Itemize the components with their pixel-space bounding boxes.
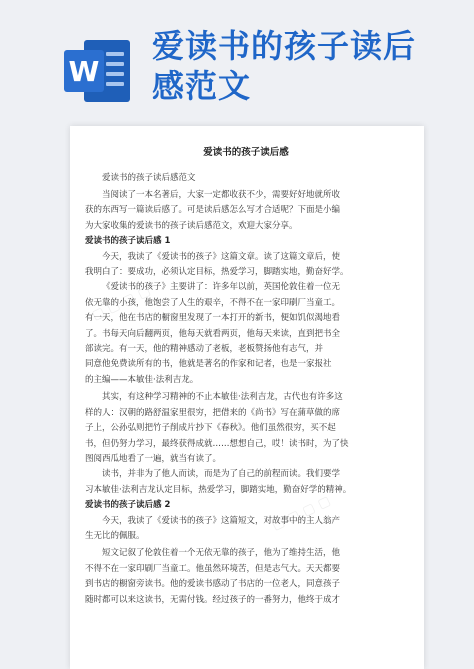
- document-page: [70, 126, 424, 669]
- text-line: 《爱读书的孩子》主要讲了：许多年以前，英国伦敦住着一位无: [102, 282, 341, 293]
- document-title: 爱读书的孩子读后感: [203, 147, 289, 158]
- document-subtitle: 爱读书的孩子读后感范文: [102, 173, 196, 183]
- watermark: ▢ ▢ ▢ ▢: [269, 493, 333, 534]
- text-line: 有一天，他在书店的橱窗里发现了一本打开的新书，便如饥似渴地看: [85, 313, 341, 324]
- text-line: 读书，并非为了他人而读，而是为了自己的前程而读。我们要学: [102, 469, 341, 480]
- text-line: 习本敏佳·法利吉龙认定目标，热爱学习，脚踏实地，勤奋好学的精神。: [85, 484, 352, 495]
- text-line: 我明白了：要成功，必须认定目标，热爱学习，脚踏实地，勤奋好学。: [85, 267, 349, 278]
- text-line: 子上，公孙弘则把竹子削成片抄下《春秋》。他们虽然很穷，买不起: [85, 423, 336, 434]
- text-line: 随时都可以来这读书，无需付钱。经过孩子的一番努力，他终于成才: [85, 594, 341, 605]
- document-content: [85, 146, 407, 608]
- paragraph: [85, 390, 407, 467]
- text-line: 的主编——本敏佳·法利吉龙。: [85, 374, 199, 385]
- text-line: 依无靠的小孩，他饱尝了人生的艰辛，不得不在一家印刷厂当童工。: [85, 297, 341, 308]
- page-header: [0, 0, 474, 118]
- paragraph-intro: [85, 188, 407, 234]
- text-line: 生无比的佩服。: [85, 530, 145, 541]
- text-line: 不得不在一家印刷厂当童工。他虽然环境苦，但是志气大。天天都要: [85, 563, 341, 574]
- text-line: 其实，有这种学习精神的不止本敏佳·法利吉龙，古代也有许多这: [102, 392, 343, 403]
- page-title-line-2: 感范文: [152, 67, 252, 105]
- text-line: 书，但仍努力学习，最终获得成就……想想自己，哎！读书时，为了快: [85, 438, 349, 449]
- page-title: [152, 26, 452, 106]
- paragraph: [85, 514, 407, 545]
- watermark: ▢ ▢ ▢ ▢: [89, 283, 153, 324]
- paragraph: [85, 467, 407, 498]
- text-line: 今天，我读了《爱读书的孩子》这篇文章。读了这篇文章后，使: [102, 251, 341, 262]
- section-heading-1: 爱读书的孩子读后感 1: [85, 236, 171, 247]
- text-line: 部读完。有一天，他的精神感动了老板，老板赞扬他有志气，并: [85, 344, 324, 355]
- text-line: 短文记叙了伦敦住着一个无依无靠的孩子，他为了维持生活，他: [102, 548, 341, 559]
- text-line: 获的东西写一篇读后感了。可是读后感怎么写才合适呢？下面是小编: [85, 205, 341, 216]
- text-line: 了。书每天向后翻两页，他每天就看两页，他每天来读，直到把书全: [85, 328, 341, 339]
- page-title-line-1: 爱读书的孩子读后: [152, 27, 417, 65]
- paragraph: [85, 280, 407, 388]
- word-logo-letter: W: [64, 50, 104, 92]
- text-line: 到书店的橱窗旁读书。他的爱读书感动了书店的一位老人，同意孩子: [85, 579, 341, 590]
- text-line: 图阅西瓜地看了一遍，就当有读了。: [85, 453, 222, 464]
- text-line: 今天，我读了《爱读书的孩子》这篇短文，对故事中的主人翁产: [102, 515, 341, 526]
- word-document-icon: [64, 40, 130, 102]
- text-line: 为大家收集的爱读书的孩子读后感范文，欢迎大家分享。: [85, 220, 298, 231]
- section-heading-2: 爱读书的孩子读后感 2: [85, 500, 171, 511]
- text-line: 同意他免费读所有的书，他就是著名的作家和记者，也是一家报社: [85, 359, 332, 370]
- text-line: 样的人：汉朝的路舒温家里很穷，把借来的《尚书》写在蒲草做的席: [85, 407, 341, 418]
- paragraph: [85, 546, 407, 608]
- text-line: 当阅读了一本名著后，大家一定都收获不少，需要好好地就所收: [102, 190, 341, 200]
- paragraph: [85, 250, 407, 281]
